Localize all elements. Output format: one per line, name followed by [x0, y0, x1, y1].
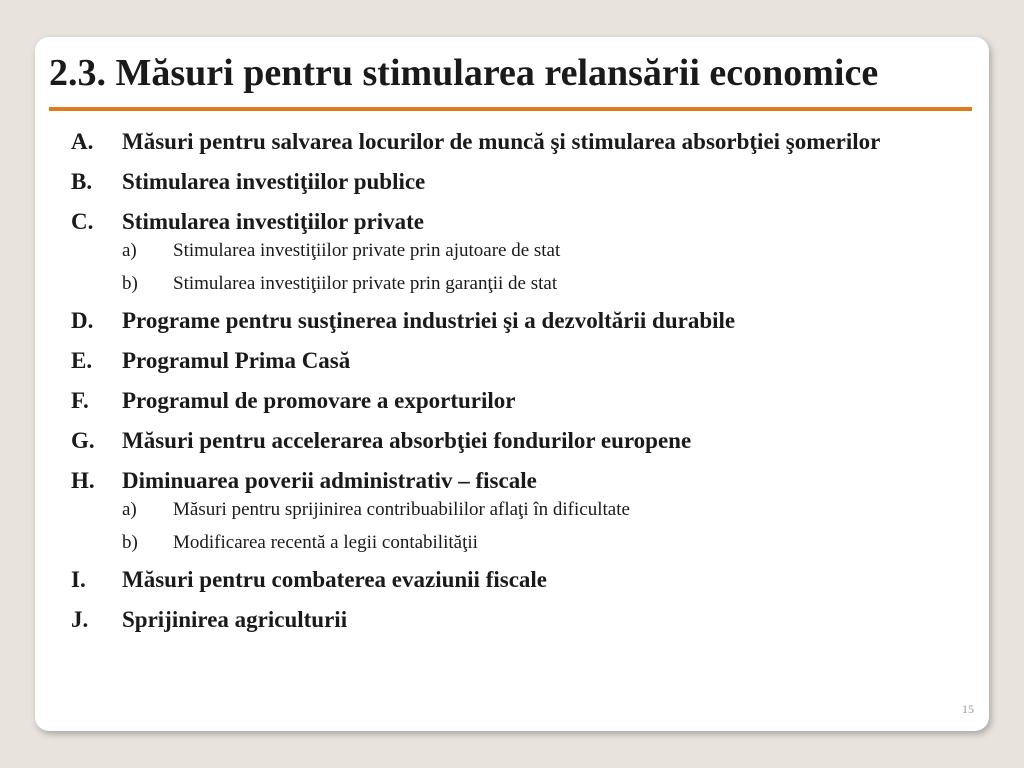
sub-list-item-text: Stimularea investiţiilor private prin ajutoare de stat: [173, 240, 561, 261]
slide: [35, 37, 989, 731]
sub-list: [122, 240, 969, 295]
list-item: [71, 386, 969, 415]
list-item-marker: G.: [71, 428, 95, 453]
list-item-text: Măsuri pentru accelerarea absorbţiei fondurilor europene: [122, 428, 692, 453]
list-item-text: Stimularea investiţiilor publice: [122, 169, 426, 194]
list-item-text: Stimularea investiţiilor private: [122, 209, 424, 234]
list-item-text: Măsuri pentru combaterea evaziunii fiscale: [122, 567, 548, 592]
list-item-marker: D.: [71, 308, 94, 333]
sub-list-item: [122, 273, 969, 295]
slide-title: 2.3. Măsuri pentru stimularea relansării economice: [49, 52, 879, 94]
sub-list-item-marker: b): [122, 532, 138, 553]
page-number: 15: [962, 702, 974, 716]
list-item: [71, 426, 969, 455]
list-item-marker: B.: [71, 169, 93, 194]
list-item: [71, 127, 969, 156]
list-item: [71, 565, 969, 594]
sub-list-item-marker: a): [122, 499, 137, 520]
sub-list-item-text: Măsuri pentru sprijinirea contribuabililor aflaţi în dificultate: [173, 499, 630, 520]
list-item-text: Măsuri pentru salvarea locurilor de muncă şi stimularea absorbţiei şomerilor: [122, 129, 881, 154]
measures-list: [71, 127, 969, 645]
sub-list-item: [122, 532, 969, 554]
list-item-marker: F.: [71, 388, 89, 413]
list-item-marker: I.: [71, 567, 86, 592]
title-underline: [49, 107, 972, 111]
list-item-text: Programul Prima Casă: [122, 348, 351, 373]
list-item: [71, 207, 969, 295]
list-item-text: Programul de promovare a exporturilor: [122, 388, 516, 413]
sub-list-item: [122, 240, 969, 262]
list-item-marker: E.: [71, 348, 93, 373]
sub-list-item-marker: b): [122, 273, 138, 294]
sub-list-item-text: Modificarea recentă a legii contabilităţii: [173, 532, 478, 553]
list-item: [71, 466, 969, 554]
list-item-text: Programe pentru susţinerea industriei şi a dezvoltării durabile: [122, 308, 736, 333]
list-item-marker: H.: [71, 468, 95, 493]
sub-list: [122, 499, 969, 554]
sub-list-item-text: Stimularea investiţiilor private prin garanţii de stat: [173, 273, 558, 294]
list-item: [71, 306, 969, 335]
list-item-marker: C.: [71, 209, 94, 234]
sub-list-item: [122, 499, 969, 521]
list-item: [71, 605, 969, 634]
list-item-marker: J.: [71, 607, 89, 632]
list-item: [71, 167, 969, 196]
list-item-text: Sprijinirea agriculturii: [122, 607, 348, 632]
list-item-marker: A.: [71, 129, 94, 154]
list-item-text: Diminuarea poverii administrativ – fiscale: [122, 468, 537, 493]
list-item: [71, 346, 969, 375]
sub-list-item-marker: a): [122, 240, 137, 261]
